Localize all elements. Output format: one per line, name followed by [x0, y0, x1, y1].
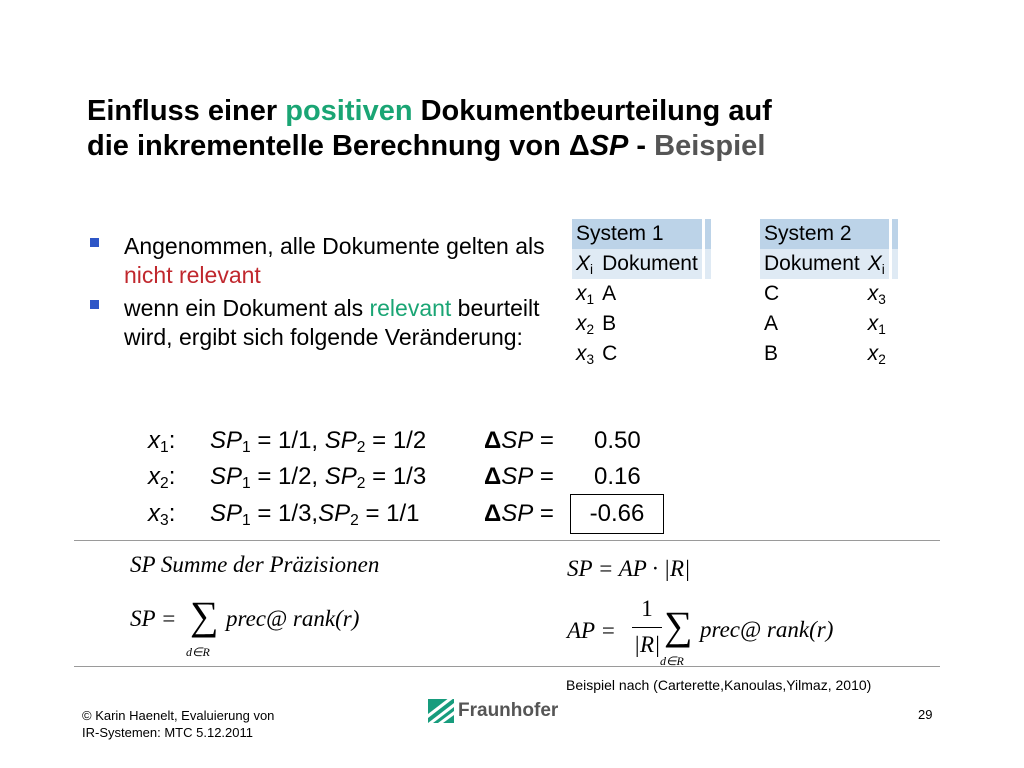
sum-body-left: prec@ rank(r) [226, 606, 360, 631]
square-bullet-icon [90, 238, 99, 247]
highlight-nicht-relevant: nicht relevant [124, 262, 261, 288]
calc-row-label: $x_3$: [148, 500, 176, 529]
footer-copyright: © Karin Haenelt, Evaluierung von IR-Systemen: MTC 5.12.2011 [82, 708, 275, 740]
ap-numerator: 1 [641, 596, 653, 621]
slide-title: Einfluss einer positiven Dokumentbeurteilung auf die inkrementelle Berechnung von ΔSP - Beispiel [87, 95, 772, 162]
system2-title: System 2 [760, 219, 890, 249]
title-highlight-positive: positiven [285, 95, 413, 127]
sum-body-right: prec@ rank(r) [700, 617, 834, 642]
system2-table [760, 219, 898, 369]
sp-sum-formula: SP = [130, 606, 177, 631]
bullet-list [90, 232, 560, 356]
table-row: $x_3$ C [576, 342, 618, 367]
title-beispiel: Beispiel [654, 130, 766, 162]
system1-col-doc: Dokument [598, 249, 703, 279]
system1-col-x: $X_i$ [572, 249, 598, 279]
table-row: $x_2$ B [576, 312, 617, 337]
square-bullet-icon [90, 300, 99, 309]
bullet-item: Angenommen, alle Dokumente gelten als nicht relevant [90, 232, 560, 290]
sp-definition: SP Summe der Präzisionen [130, 552, 380, 577]
divider-top [74, 540, 940, 541]
calc-row-label: $x_2$: [148, 463, 176, 492]
sum-under-right: d∈R [660, 654, 684, 668]
divider-bottom [74, 666, 940, 667]
table-row: C $x_3$ [764, 282, 886, 307]
calc-row-value-boxed: -0.66 [570, 494, 664, 534]
calc-row-sp: $SP_1 = 1/1$, $SP_2 = 1/2$ [210, 427, 427, 456]
table-row: B $x_2$ [764, 342, 886, 367]
calc-row-delta: ΔSP = [484, 500, 554, 527]
system2-col-x: $X_i$ [864, 249, 891, 279]
fraction-bar [632, 627, 662, 628]
calc-row-delta: ΔSP = [484, 427, 554, 454]
sum-symbol-left: ∑ [190, 593, 219, 638]
system1-title: System 1 [572, 219, 703, 249]
calc-row-sp: $SP_1 = 1/3,SP_2 = 1/1$ [210, 500, 420, 529]
fraunhofer-logo-text: Fraunhofer [458, 700, 559, 721]
sum-under-left: d∈R [186, 645, 210, 659]
fraunhofer-logo-icon [428, 699, 454, 723]
highlight-relevant: relevant [369, 295, 452, 321]
calc-row-value: 0.50 [594, 427, 641, 454]
ap-denominator: |R| [633, 632, 661, 657]
system1-table [572, 219, 711, 369]
calc-row-delta: ΔSP = [484, 463, 554, 490]
calc-row-value: 0.16 [594, 463, 641, 490]
page-number: 29 [918, 707, 933, 722]
system2-col-doc: Dokument [760, 249, 864, 279]
citation: Beispiel nach (Carterette,Kanoulas,Yilmaz, 2010) [566, 677, 872, 693]
table-row: A $x_1$ [764, 312, 886, 337]
ap-lhs: AP = [567, 618, 616, 643]
sp-ap-formula: SP = AP · |R| [567, 556, 691, 581]
bullet-item: wenn ein Dokument als relevant beurteilt wird, ergibt sich folgende Veränderung: [90, 294, 560, 352]
sum-symbol-right: ∑ [664, 603, 693, 648]
table-row: $x_1$ A [576, 282, 617, 307]
calc-row-sp: $SP_1 = 1/2$, $SP_2 = 1/3$ [210, 463, 427, 492]
calc-row-label: $x_1$: [148, 427, 176, 456]
